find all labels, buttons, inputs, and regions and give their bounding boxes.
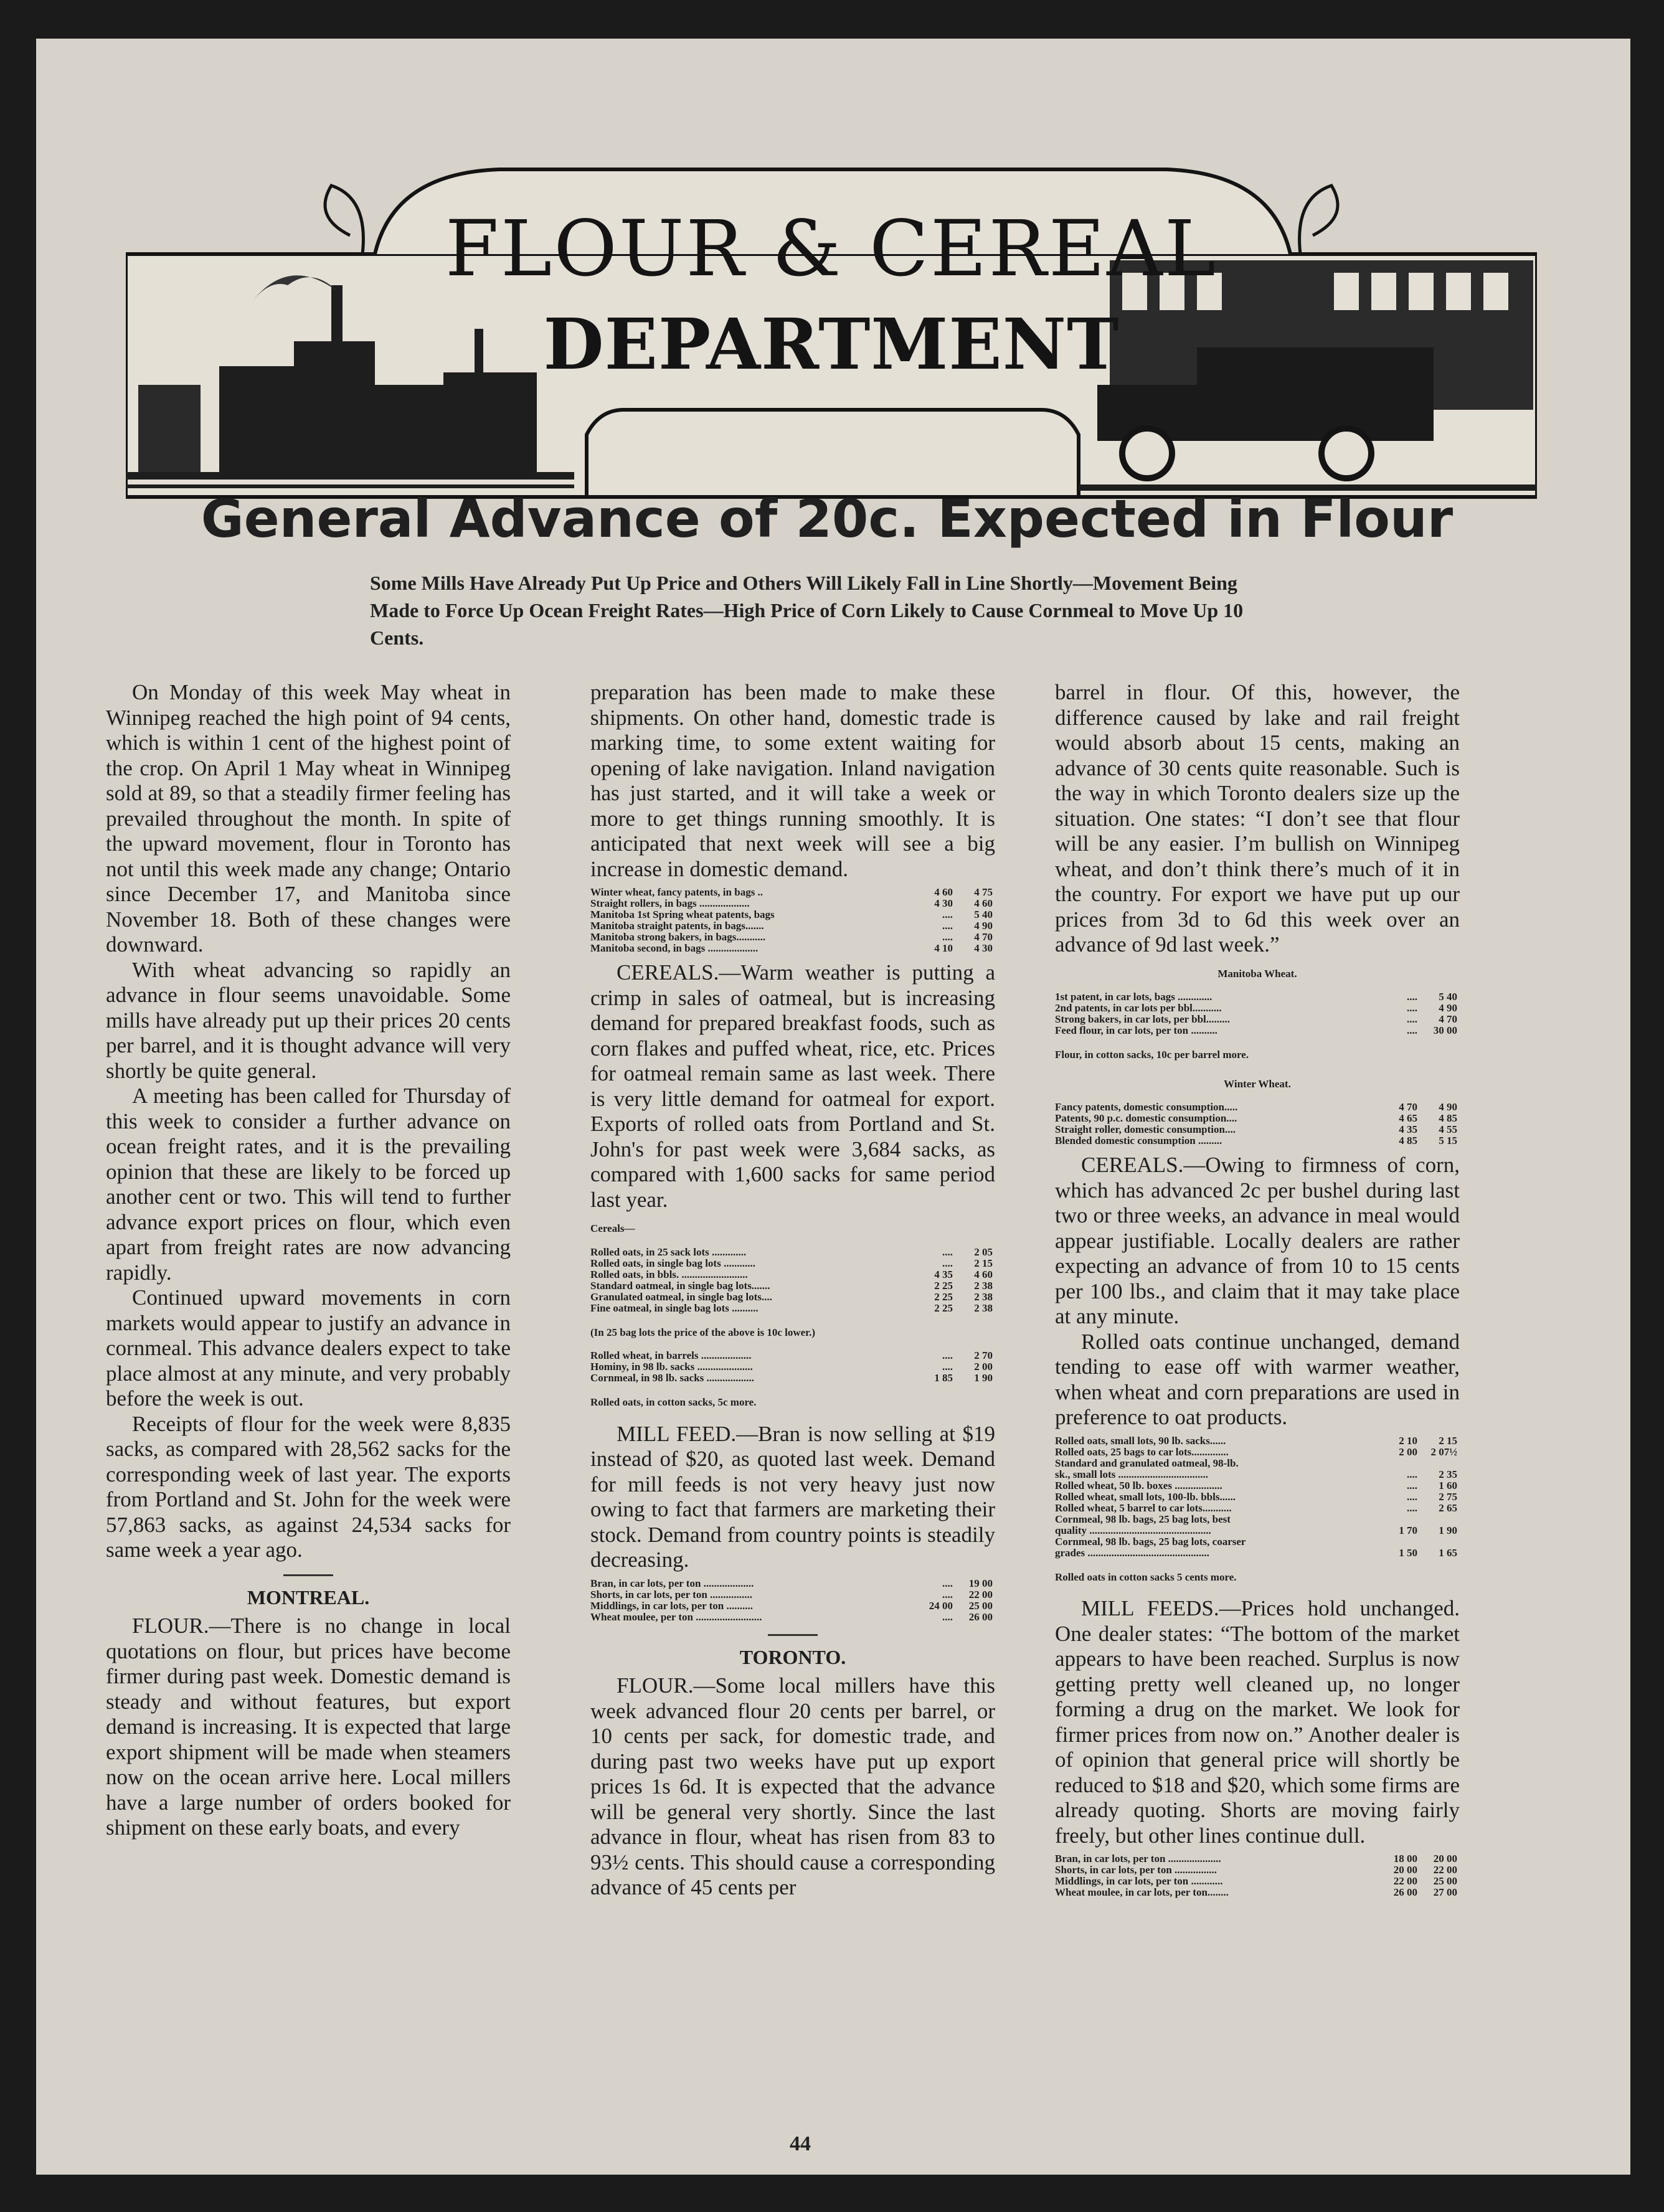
table-row (590, 1292, 995, 1303)
price-low: 2 10 (1399, 1434, 1417, 1447)
price-low: 4 65 (1399, 1112, 1417, 1124)
table-note: (In 25 bag lots the price of the above is 10c lower.) (590, 1326, 816, 1338)
row-label: 2nd patents, in car lots per bbl........... (1055, 1003, 1222, 1014)
table-row (1055, 1548, 1460, 1559)
price-low: .... (1407, 1490, 1417, 1503)
table-row (1055, 1113, 1460, 1124)
table-row (1055, 1536, 1460, 1548)
table-row (1055, 1469, 1460, 1480)
paragraph: MILL FEEDS.—Prices hold unchanged. One dealer states: “The bottom of the market appears to have been reached. Surplus is now getting pretty well cleaned up, no longer forming a drug on the market. We look for firmer prices from now on.” Another dealer is of opinion that general price will shortly be reduced to $18 and $20, which some firms are already quoting. Shorts are moving fairly freely, but other lines continue dull. (1055, 1596, 1460, 1848)
price-high: 1 90 (974, 1372, 993, 1384)
row-label: Bran, in car lots, per ton .................... (1055, 1853, 1221, 1865)
price-low: .... (1407, 1024, 1417, 1036)
table-row (590, 1589, 995, 1600)
price-low: 4 85 (1399, 1135, 1417, 1146)
price-high: 22 00 (1433, 1864, 1457, 1876)
price-high: 4 60 (974, 1268, 993, 1280)
page-number: 44 (790, 2132, 811, 2155)
price-low: .... (942, 1577, 953, 1589)
winter-wheat-table (1055, 1102, 1460, 1146)
price-low: 18 00 (1393, 1853, 1417, 1865)
row-label: Hominy, in 98 lb. sacks ..................... (590, 1361, 753, 1373)
cereals-price-table (1055, 1435, 1460, 1559)
row-label: Granulated oatmeal, in single bag lots.... (590, 1291, 772, 1303)
price-high: 5 40 (1439, 991, 1457, 1003)
table-row (590, 1578, 995, 1589)
price-high: 2 70 (974, 1349, 993, 1361)
price-low: 4 30 (934, 897, 953, 909)
price-low: 1 70 (1399, 1524, 1417, 1536)
price-low: 4 35 (1399, 1123, 1417, 1135)
price-high: 4 70 (974, 931, 993, 943)
price-high: 30 00 (1433, 1024, 1457, 1036)
row-label: Rolled wheat, 50 lb. boxes .................. (1055, 1480, 1222, 1491)
row-label: Rolled oats, in bbls. ......................... (590, 1269, 748, 1280)
row-label: sk., small lots .................................. (1055, 1468, 1209, 1480)
table-row (590, 932, 995, 943)
table-row (590, 1258, 995, 1269)
row-label: Cornmeal, 98 lb. bags, 25 bag lots, coarser (1055, 1536, 1246, 1548)
price-low (1380, 1536, 1420, 1548)
section-divider (768, 1634, 818, 1636)
price-high: 4 70 (1439, 1013, 1457, 1025)
column-3 (1055, 680, 1460, 1904)
price-high (1420, 1536, 1460, 1548)
row-label: Rolled oats, 25 bags to car lots.............. (1055, 1446, 1229, 1458)
table-row (1055, 1876, 1460, 1887)
article-headline: General Advance of 20c. Expected in Flour (201, 488, 1454, 549)
price-high: 25 00 (968, 1599, 993, 1612)
price-high: 5 15 (1439, 1135, 1457, 1146)
price-low: 26 00 (1393, 1886, 1417, 1898)
row-label: Wheat moulee, per ton ......................... (590, 1611, 762, 1623)
paragraph: FLOUR.—There is no change in local quotations on flour, but prices have become firmer during past week. Domestic demand is steady and without features, but export demand is increasing. It is expected that large export shipment will be made when steamers now on the ocean arrive here. Local millers have a large number of orders booked for shipment on these early boats, and every (106, 1614, 511, 1840)
table-row (590, 909, 995, 920)
price-high (1420, 1514, 1460, 1525)
price-low (1380, 1458, 1420, 1469)
price-high: 4 90 (1439, 1101, 1457, 1113)
price-low: .... (1407, 1002, 1417, 1014)
column-2 (590, 680, 995, 1901)
row-label: Standard oatmeal, in single bag lots....... (590, 1280, 770, 1292)
row-label: Rolled oats, in 25 sack lots ............. (590, 1246, 747, 1258)
row-label: Feed flour, in car lots, per ton .......... (1055, 1025, 1217, 1036)
price-high: 2 00 (974, 1361, 993, 1373)
row-label: Cornmeal, in 98 lb. sacks .................. (590, 1373, 755, 1384)
price-high (1420, 1458, 1460, 1469)
price-high: 4 90 (1439, 1002, 1457, 1014)
price-low: .... (942, 1245, 953, 1258)
row-label: Fine oatmeal, in single bag lots .......... (590, 1302, 759, 1314)
price-low: .... (1407, 1501, 1417, 1514)
price-low: .... (1407, 991, 1417, 1003)
price-high: 20 00 (1433, 1853, 1457, 1865)
table-row (590, 1303, 995, 1314)
table-row (1055, 1865, 1460, 1876)
table-row (1055, 1525, 1460, 1536)
price-low: .... (1407, 1013, 1417, 1025)
price-low: 2 25 (934, 1279, 953, 1292)
cereals-price-table-2 (590, 1350, 995, 1384)
row-label: Rolled oats, in single bag lots ............ (590, 1257, 755, 1269)
price-high: 2 75 (1439, 1490, 1457, 1503)
price-low: 4 35 (934, 1268, 953, 1280)
price-low: .... (942, 1361, 953, 1373)
price-low: 1 85 (934, 1372, 953, 1384)
mill-feed-price-table (590, 1578, 995, 1623)
price-low: 4 70 (1399, 1101, 1417, 1113)
flour-price-table (590, 887, 995, 954)
table-row (1055, 1447, 1460, 1458)
mill-feed-price-table (1055, 1853, 1460, 1898)
row-label: Winter wheat, fancy patents, in bags .. (590, 887, 763, 898)
row-label: Standard and granulated oatmeal, 98-lb. (1055, 1457, 1239, 1469)
row-label: Wheat moulee, in car lots, per ton........ (1055, 1887, 1229, 1898)
price-low: 4 60 (934, 886, 953, 898)
price-low: 2 00 (1399, 1445, 1417, 1458)
table-row (1055, 1135, 1460, 1146)
price-low: .... (942, 931, 953, 943)
price-high: 26 00 (968, 1610, 993, 1623)
row-label: Rolled wheat, 5 barrel to car lots........... (1055, 1502, 1232, 1514)
price-high: 22 00 (968, 1588, 993, 1600)
paragraph: FLOUR.—Some local millers have this week advanced flour 20 cents per barrel, or 10 cents per sack, for domestic trade, and during past two weeks have put up export prices 1s 6d. It is expected that the advance will be general very shortly. Since the last advance in flour, wheat has risen from 83 to 93½ cents. This should cause a corresponding advance of 45 cents per (590, 1673, 995, 1899)
table-caption: Manitoba Wheat. (1217, 967, 1297, 980)
paragraph: A meeting has been called for Thursday of this week to consider a further advance on ocean freight rates, and it is the prevailing opinion that these are likely to be forced up another cent or two. This will tend to further advance export prices on flour, which even apart from freight rates are now advancing rapidly. (106, 1084, 511, 1285)
paragraph: CEREALS.—Warm weather is putting a crimp in sales of oatmeal, but is increasing demand for prepared breakfast foods, such as corn flakes and puffed wheat, rice, etc. Prices for oatmeal remain same as last week. There is very little demand for oatmeal for export. Exports of rolled oats from Portland and St. John's for past week were 3,684 sacks, as compared with 1,600 sacks for same period last year. (590, 960, 995, 1212)
price-low: 4 10 (934, 942, 953, 954)
price-high: 2 15 (1439, 1434, 1457, 1447)
department-banner (126, 161, 1537, 503)
paragraph: Continued upward movements in corn markets would appear to justify an advance in cornmeal. This advance dealers expect to take place almost at any minute, and very probably before the week is out. (106, 1285, 511, 1411)
section-divider (283, 1574, 333, 1576)
price-low: .... (1407, 1479, 1417, 1491)
price-high: 5 40 (974, 909, 993, 920)
table-row (1055, 1025, 1460, 1036)
price-low: .... (942, 920, 953, 932)
table-row (590, 1247, 995, 1258)
row-label: Straight roller, domestic consumption.... (1055, 1124, 1236, 1135)
table-row (590, 920, 995, 932)
paragraph: With wheat advancing so rapidly an advance in flour seems unavoidable. Some mills have already put up their prices 20 cents per barrel, and it is thought advance will very shortly be quite general. (106, 957, 511, 1083)
table-note: Rolled oats in cotton sacks 5 cents more. (1055, 1571, 1237, 1583)
table-row (590, 1612, 995, 1623)
price-high: 25 00 (1433, 1875, 1457, 1887)
price-low: 22 00 (1393, 1875, 1417, 1887)
table-row (1055, 1503, 1460, 1514)
section-heading-toronto: TORONTO. (739, 1645, 846, 1668)
row-label: Middlings, in car lots, per ton ............ (1055, 1876, 1223, 1887)
table-row (1055, 1853, 1460, 1865)
table-row (1055, 1102, 1460, 1113)
price-low: 20 00 (1393, 1864, 1417, 1876)
table-note: Rolled oats, in cotton sacks, 5c more. (590, 1396, 757, 1408)
row-label: 1st patent, in car lots, bags ............. (1055, 991, 1213, 1003)
row-label: Patents, 90 p.c. domestic consumption.... (1055, 1113, 1237, 1124)
price-high: 2 05 (974, 1245, 993, 1258)
table-row (590, 1600, 995, 1612)
row-label: Blended domestic consumption ......... (1055, 1135, 1222, 1146)
price-high: 4 55 (1439, 1123, 1457, 1135)
row-label: Straight rollers, in bags ................... (590, 898, 750, 909)
row-label: Rolled wheat, small lots, 100-lb. bbls...... (1055, 1491, 1236, 1503)
price-high: 2 15 (974, 1257, 993, 1269)
price-high: 4 30 (974, 942, 993, 954)
row-label: Bran, in car lots, per ton ................... (590, 1577, 754, 1589)
table-row (1055, 1887, 1460, 1898)
price-high: 4 75 (974, 886, 993, 898)
price-high: 4 60 (974, 897, 993, 909)
table-caption: Cereals— (590, 1222, 635, 1234)
price-high: 19 00 (968, 1577, 993, 1589)
price-low: .... (1407, 1468, 1417, 1480)
row-label: Rolled oats, small lots, 90 lb. sacks...... (1055, 1435, 1226, 1447)
banner-title-line1: FLOUR & CEREAL (445, 204, 1218, 294)
row-label: grades .............................................. (1055, 1547, 1209, 1559)
paragraph: barrel in flour. Of this, however, the difference caused by lake and rail freight would absorb about 15 cents, making an advance of 30 cents quite reasonable. Such is the way in which Toronto dealers size up the situation. One states: “I don’t see that flour will be any easier. I’m bullish on Winnipeg wheat, and don’t think there’s much of it in the country. For export we have put up our prices from 3d to 6d this week over an advance of 9d last week.” (1055, 680, 1460, 957)
row-label: Strong bakers, in car lots, per bbl......... (1055, 1014, 1231, 1025)
table-row (1055, 1491, 1460, 1503)
table-caption: Winter Wheat. (1224, 1077, 1291, 1090)
price-high: 1 60 (1439, 1479, 1457, 1491)
table-row (590, 887, 995, 898)
article-deck: Some Mills Have Already Put Up Price and Others Will Likely Fall in Line Shortly—Movement Being Made to Force Up Ocean Freight Rates—High Price of Corn Likely to Cause Cornmeal to Move Up 10 Cents. (370, 572, 1244, 649)
price-high: 4 90 (974, 920, 993, 932)
price-low: 1 50 (1399, 1546, 1417, 1559)
paragraph: Rolled oats continue unchanged, demand tending to ease off with warmer weather, when wheat and corn preparations are used in preference to oat products. (1055, 1329, 1460, 1429)
table-row (1055, 1480, 1460, 1491)
table-row (1055, 1003, 1460, 1014)
cereals-price-table (590, 1247, 995, 1314)
section-heading-montreal: MONTREAL. (247, 1586, 370, 1609)
price-low: 24 00 (929, 1599, 953, 1612)
price-high: 2 35 (1439, 1468, 1457, 1480)
column-1 (106, 680, 511, 1841)
table-row (1055, 1514, 1460, 1525)
row-label: Manitoba straight patents, in bags....... (590, 920, 764, 932)
price-low: .... (942, 1257, 953, 1269)
paragraph: On Monday of this week May wheat in Winnipeg reached the high point of 94 cents, which is within 1 cent of the highest point of the crop. On April 1 May wheat in Winnipeg sold at 89, so that a steadily firmer feeling has prevailed throughout the month. In spite of the upward movement, flour in Toronto has not until this week made any change; Ontario since December 17, and Manitoba since November 18. Both of these changes were downward. (106, 680, 511, 957)
price-high: 2 65 (1439, 1501, 1457, 1514)
table-row (1055, 1124, 1460, 1135)
row-label: Fancy patents, domestic consumption..... (1055, 1102, 1238, 1113)
price-high: 2 38 (974, 1302, 993, 1314)
price-high: 2 38 (974, 1290, 993, 1303)
table-row (1055, 1458, 1460, 1469)
row-label: quality .............................................. (1055, 1524, 1211, 1536)
table-note: Flour, in cotton sacks, 10c per barrel more. (1055, 1049, 1249, 1061)
row-label: Cornmeal, 98 lb. bags, 25 bag lots, best (1055, 1513, 1231, 1525)
table-row (1055, 1014, 1460, 1025)
row-label: Middlings, in car lots, per ton .......... (590, 1600, 754, 1612)
table-row (590, 943, 995, 954)
table-row (590, 898, 995, 909)
price-high: 2 07½ (1430, 1445, 1457, 1458)
table-row (590, 1269, 995, 1280)
price-high: 2 38 (974, 1279, 993, 1292)
price-low: .... (942, 1349, 953, 1361)
price-low: .... (942, 909, 953, 920)
table-row (590, 1361, 995, 1373)
paragraph: Receipts of flour for the week were 8,835 sacks, as compared with 28,562 sacks for the corresponding week of last year. The exports from Portland and St. John for the week were 57,863 sacks, as against 24,534 sacks for same week a year ago. (106, 1411, 511, 1562)
row-label: Shorts, in car lots, per ton ................ (590, 1589, 753, 1600)
paragraph: MILL FEED.—Bran is now selling at $19 instead of $20, as quoted last week. Demand for mill feeds is not very heavy just now owing to fact that farmers are marketing their stock. Demand from country points is steadily decreasing. (590, 1421, 995, 1572)
banner-title-line2: DEPARTMENT (543, 304, 1120, 385)
row-label: Manitoba strong bakers, in bags........... (590, 932, 766, 943)
table-row (590, 1350, 995, 1361)
row-label: Manitoba second, in bags ................... (590, 943, 759, 954)
price-low (1380, 1514, 1420, 1525)
table-row (1055, 991, 1460, 1003)
paragraph: CEREALS.—Owing to firmness of corn, which has advanced 2c per bushel during last two or three weeks, an advance in meal would appear justifiable. Locally dealers are rather expecting an advance of from 10 to 15 cents per 100 lbs., and claim that it may take place at any minute. (1055, 1153, 1460, 1328)
price-high: 27 00 (1433, 1886, 1457, 1898)
magazine-page (36, 39, 1630, 2175)
price-low: .... (942, 1588, 953, 1600)
price-high: 1 90 (1439, 1524, 1457, 1536)
row-label: Shorts, in car lots, per ton ................ (1055, 1865, 1217, 1876)
price-low: 2 25 (934, 1290, 953, 1303)
table-row (590, 1280, 995, 1292)
paragraph: preparation has been made to make these shipments. On other hand, domestic trade is marking time, to some extent waiting for opening of lake navigation. Inland navigation has just started, and it will take a week or more to get things running smoothly. It is anticipated that next week will see a big increase in domestic demand. (590, 680, 995, 881)
row-label: Manitoba 1st Spring wheat patents, bags (590, 909, 775, 920)
price-high: 1 65 (1439, 1546, 1457, 1559)
table-row (590, 1373, 995, 1384)
row-label: Rolled wheat, in barrels ................... (590, 1350, 752, 1361)
price-high: 4 85 (1439, 1112, 1457, 1124)
price-low: 2 25 (934, 1302, 953, 1314)
table-row (1055, 1435, 1460, 1447)
price-low: .... (942, 1610, 953, 1623)
manitoba-wheat-table (1055, 991, 1460, 1036)
